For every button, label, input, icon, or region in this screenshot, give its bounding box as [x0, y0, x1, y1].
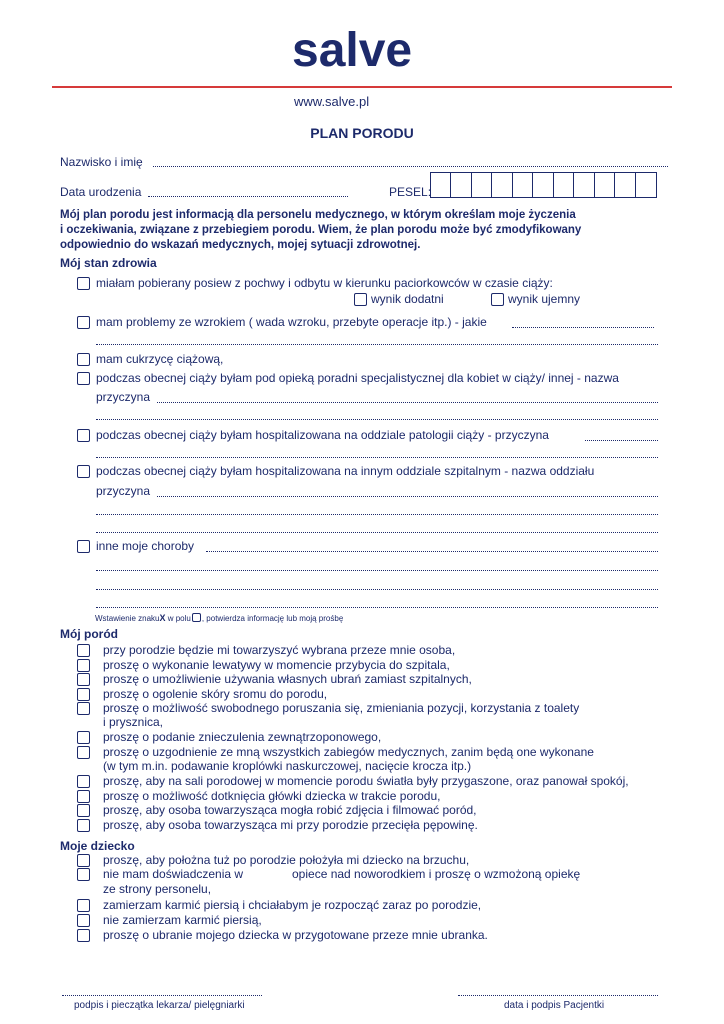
birth-checkbox[interactable]: [77, 688, 90, 701]
checkbox-breastfeed[interactable]: [77, 899, 90, 912]
patient-signature-label: data i podpis Pacjentki: [504, 1000, 605, 1011]
pathology-ward-line-2[interactable]: [96, 457, 658, 458]
intro-text: [60, 208, 680, 253]
gbs-test-label: miałam pobierany posiew z pochwy i odbytu w kierunku paciorkowców w czasie ciąży:: [96, 276, 553, 290]
baby-on-belly-label: proszę, aby położna tuż po porodzie położyła mi dziecko na brzuchu,: [103, 853, 470, 867]
dob-field[interactable]: [148, 196, 348, 197]
no-experience-label-b: opiece nad noworodkiem i proszę o wzmożoną opiekę: [292, 867, 581, 881]
checkbox-specialist-care[interactable]: [77, 372, 90, 385]
birth-checkbox[interactable]: [77, 804, 90, 817]
pesel-cell[interactable]: [492, 173, 512, 197]
birth-checkbox[interactable]: [77, 731, 90, 744]
other-diseases-field[interactable]: [206, 551, 658, 552]
pesel-cell[interactable]: [451, 173, 471, 197]
note-x-mark: X: [159, 613, 166, 623]
birth-item-continuation: i prysznica,: [103, 715, 164, 729]
birth-checkbox[interactable]: [77, 819, 90, 832]
other-ward-reason-field[interactable]: [157, 496, 658, 497]
note-text-b: w polu: [167, 614, 191, 623]
website-url[interactable]: www.salve.pl: [294, 94, 370, 109]
no-experience-label-c: ze strony personelu,: [103, 882, 212, 896]
checkbox-other-diseases[interactable]: [77, 540, 90, 553]
breastfeed-label: zamierzam karmić piersią i chciałabym je rozpocząć zaraz po porodzie,: [103, 898, 482, 912]
patient-signature-line[interactable]: [458, 995, 658, 996]
pathology-ward-label: podczas obecnej ciąży byłam hospitalizowana na oddziale patologii ciąży - przyczyna: [96, 428, 549, 442]
salve-logo: [292, 26, 442, 78]
gestational-diabetes-label: mam cukrzycę ciążową,: [96, 352, 224, 366]
page-title: PLAN PORODU: [310, 125, 414, 141]
note-text-a: Wstawienie znaku: [95, 614, 160, 623]
pesel-cell[interactable]: [554, 173, 574, 197]
logo-text: salve: [292, 26, 413, 77]
birth-item-label: proszę o podanie znieczulenia zewnątrzoponowego,: [103, 730, 382, 744]
specialist-care-reason-label: przyczyna: [96, 390, 151, 404]
surname-label: Nazwisko i imię: [60, 155, 143, 169]
other-diseases-line-4[interactable]: [96, 607, 658, 608]
health-heading: Mój stan zdrowia: [60, 256, 157, 270]
pesel-label: PESEL:: [389, 185, 432, 199]
birth-item-label: proszę o uzgodnienie ze mną wszystkich zabiegów medycznych, zanim będą one wykonane: [103, 745, 594, 759]
checkbox-baby-on-belly[interactable]: [77, 854, 90, 867]
checkbox-result-negative[interactable]: [491, 293, 504, 306]
vision-field-line-2[interactable]: [96, 344, 658, 345]
other-diseases-line-2[interactable]: [96, 570, 658, 571]
birth-item-label: proszę, aby osoba towarzysząca mi przy porodzie przecięła pępowinę.: [103, 818, 478, 832]
birth-item-label: proszę, aby osoba towarzysząca mogła robić zdjęcia i filmować poród,: [103, 803, 477, 817]
no-breastfeed-label: nie zamierzam karmić piersią,: [103, 913, 262, 927]
checkbox-gestational-diabetes[interactable]: [77, 353, 90, 366]
birth-checkbox[interactable]: [77, 790, 90, 803]
birth-item-label: proszę o wykonanie lewatywy w momencie przybycia do szpitala,: [103, 658, 450, 672]
pesel-cell[interactable]: [595, 173, 615, 197]
birth-checkbox[interactable]: [77, 673, 90, 686]
checkbox-no-experience[interactable]: [77, 868, 90, 881]
result-negative-label: wynik ujemny: [508, 292, 581, 306]
specialist-care-reason-field[interactable]: [157, 402, 658, 403]
surname-field[interactable]: [153, 166, 668, 167]
pesel-cell[interactable]: [636, 173, 656, 197]
other-ward-label: podczas obecnej ciąży byłam hospitalizowana na innym oddziale szpitalnym - nazwa oddziału: [96, 464, 595, 478]
checkbox-note: [95, 613, 343, 623]
birth-item-label: proszę o umożliwienie używania własnych ubrań zamiast szpitalnych,: [103, 672, 472, 686]
birth-item-label: proszę o ogolenie skóry sromu do porodu,: [103, 687, 328, 701]
birth-checkbox[interactable]: [77, 659, 90, 672]
other-ward-reason-line-2[interactable]: [96, 514, 658, 515]
checkbox-result-positive[interactable]: [354, 293, 367, 306]
baby-clothes-label: proszę o ubranie mojego dziecka w przygotowane przeze mnie ubranka.: [103, 928, 488, 942]
intro-line-2: i oczekiwania, związane z przebiegiem porodu. Wiem, że plan porodu może być zmodyfikowany: [60, 224, 582, 236]
pesel-cell[interactable]: [431, 173, 451, 197]
checkbox-baby-clothes[interactable]: [77, 929, 90, 942]
vision-field[interactable]: [512, 327, 654, 328]
result-positive-label: wynik dodatni: [371, 292, 444, 306]
specialist-care-reason-line-2[interactable]: [96, 419, 658, 420]
pesel-field[interactable]: [430, 172, 657, 198]
pathology-ward-field[interactable]: [585, 440, 658, 441]
birth-item-continuation: (w tym m.in. podawanie kroplówki naskurczowej, nacięcie krocza itp.): [103, 759, 472, 773]
note-text-c: , potwierdza informację lub moją prośbę: [201, 614, 344, 623]
other-ward-reason-line-3[interactable]: [96, 532, 658, 533]
birth-item-label: proszę o możliwość swobodnego poruszania się, zmieniania pozycji, korzystania z toalety: [103, 701, 580, 715]
checkbox-other-ward[interactable]: [77, 465, 90, 478]
birth-checkbox[interactable]: [77, 702, 90, 715]
note-box-icon: [192, 613, 201, 622]
intro-line-1: Mój plan porodu jest informacją dla personelu medycznego, w którym określam moje życzenia: [60, 209, 576, 221]
birth-item-label: przy porodzie będzie mi towarzyszyć wybrana przeze mnie osoba,: [103, 643, 456, 657]
header-divider: [52, 86, 672, 88]
birth-checkbox[interactable]: [77, 746, 90, 759]
birth-heading: Mój poród: [60, 627, 118, 641]
pesel-cell[interactable]: [513, 173, 533, 197]
birth-checkbox[interactable]: [77, 644, 90, 657]
pesel-cell[interactable]: [574, 173, 594, 197]
birth-item-label: proszę, aby na sali porodowej w momencie porodu światła były przygaszone, oraz panował spokój,: [103, 774, 629, 788]
other-diseases-label: inne moje choroby: [96, 539, 195, 553]
checkbox-no-breastfeed[interactable]: [77, 914, 90, 927]
checkbox-gbs-test[interactable]: [77, 277, 90, 290]
dob-label: Data urodzenia: [60, 185, 142, 199]
other-diseases-line-3[interactable]: [96, 589, 658, 590]
doctor-signature-label: podpis i pieczątka lekarza/ pielęgniarki: [74, 1000, 245, 1011]
birth-checkbox[interactable]: [77, 775, 90, 788]
pesel-cell[interactable]: [533, 173, 553, 197]
baby-heading: Moje dziecko: [60, 839, 135, 853]
checkbox-vision[interactable]: [77, 316, 90, 329]
no-experience-label-a: nie mam doświadczenia w: [103, 867, 244, 881]
doctor-signature-line[interactable]: [62, 995, 262, 996]
birth-item-label: proszę o możliwość dotknięcia główki dziecka w trakcie porodu,: [103, 789, 441, 803]
pesel-cell[interactable]: [615, 173, 635, 197]
pesel-cell[interactable]: [472, 173, 492, 197]
intro-line-3: odpowiednio do wskazań medycznych, mojej sytuacji zdrowotnej.: [60, 239, 421, 251]
checkbox-pathology-ward[interactable]: [77, 429, 90, 442]
vision-label: mam problemy ze wzrokiem ( wada wzroku, przebyte operacje itp.) - jakie: [96, 315, 487, 329]
other-ward-reason-label: przyczyna: [96, 484, 151, 498]
specialist-care-label: podczas obecnej ciąży byłam pod opieką poradni specjalistycznej dla kobiet w ciąży/ innej - nazwa: [96, 371, 619, 385]
